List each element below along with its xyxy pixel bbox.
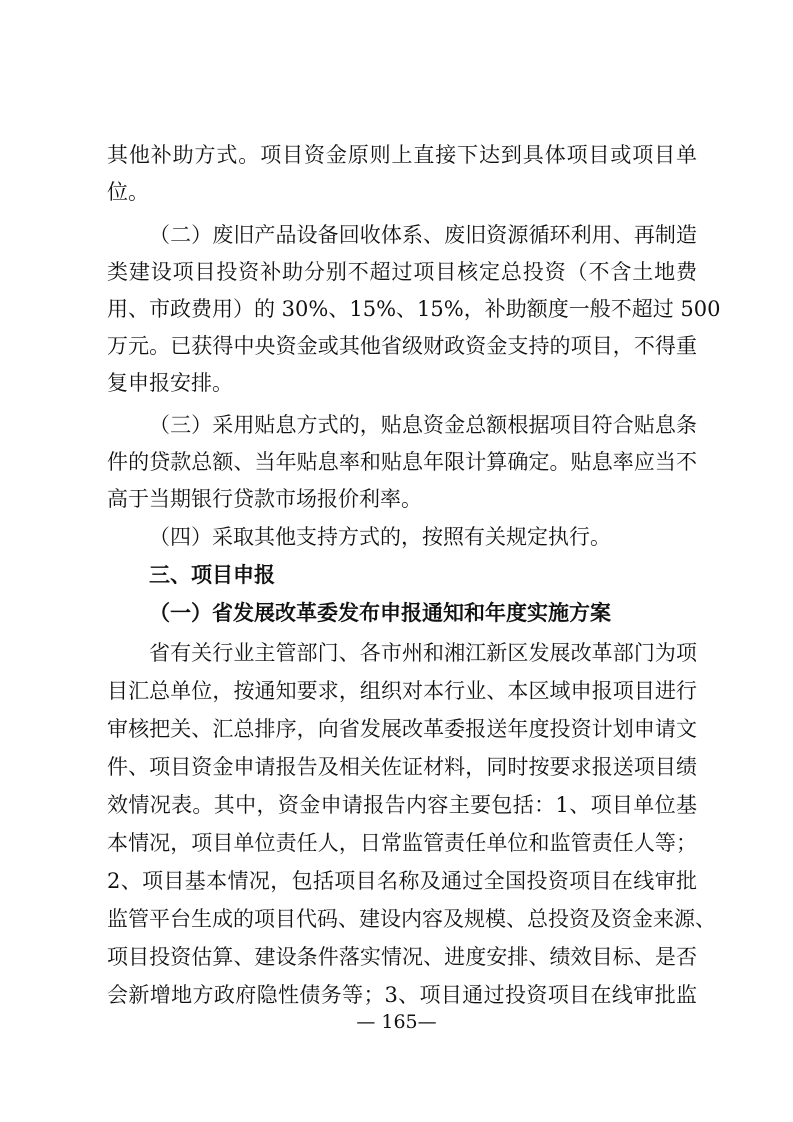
body-text-line: （三）采用贴息方式的，贴息资金总额根据项目符合贴息条 — [149, 413, 697, 437]
body-text-line: 审核把关、汇总排序，向省发展改革委报送年度投资计划申请文 — [107, 717, 697, 741]
body-text-line: 效情况表。其中，资金申请报告内容主要包括：1、项目单位基 — [107, 793, 697, 817]
body-text-line: 复申报安排。 — [107, 371, 233, 395]
body-text-line: 目汇总单位，按通知要求，组织对本行业、本区域申报项目进行 — [107, 679, 697, 703]
body-text-line: 类建设项目投资补助分别不超过项目核定总投资（不含土地费 — [107, 260, 697, 284]
body-text-line: 2、项目基本情况，包括项目名称及通过全国投资项目在线审批 — [107, 869, 697, 893]
body-text-line: 省有关行业主管部门、各市州和湘江新区发展改革部门为项 — [149, 641, 697, 665]
body-text-line: 监管平台生成的项目代码、建设内容及规模、总投资及资金来源、 — [107, 907, 716, 931]
body-text-line: 万元。已获得中央资金或其他省级财政资金支持的项目，不得重 — [107, 334, 697, 358]
body-text-line: （四）采取其他支持方式的，按照有关规定执行。 — [149, 525, 611, 549]
body-text-line: 用、市政费用）的 30%、15%、15%，补助额度一般不超过 500 — [107, 297, 721, 321]
body-text-line: （二）废旧产品设备回收体系、废旧资源循环利用、再制造 — [149, 223, 697, 247]
section-heading: 三、项目申报 — [149, 562, 275, 587]
body-text-line: 位。 — [107, 180, 149, 204]
body-text-line: 件的贷款总额、当年贴息率和贴息年限计算确定。贴息率应当不 — [107, 450, 697, 474]
body-text-line: 其他补助方式。项目资金原则上直接下达到具体项目或项目单 — [107, 143, 697, 167]
page-number: — 165— — [356, 1011, 437, 1033]
subsection-heading: （一）省发展改革委发布申报通知和年度实施方案 — [149, 600, 611, 625]
body-text-line: 高于当期银行贷款市场报价利率。 — [107, 487, 422, 511]
body-text-line: 件、项目资金申请报告及相关佐证材料，同时按要求报送项目绩 — [107, 755, 697, 779]
body-text-line: 项目投资估算、建设条件落实情况、进度安排、绩效目标、是否 — [107, 945, 697, 969]
body-text-line: 本情况，项目单位责任人，日常监管责任单位和监管责任人等； — [107, 831, 697, 855]
body-text-line: 会新增地方政府隐性债务等；3、项目通过投资项目在线审批监 — [107, 983, 697, 1007]
